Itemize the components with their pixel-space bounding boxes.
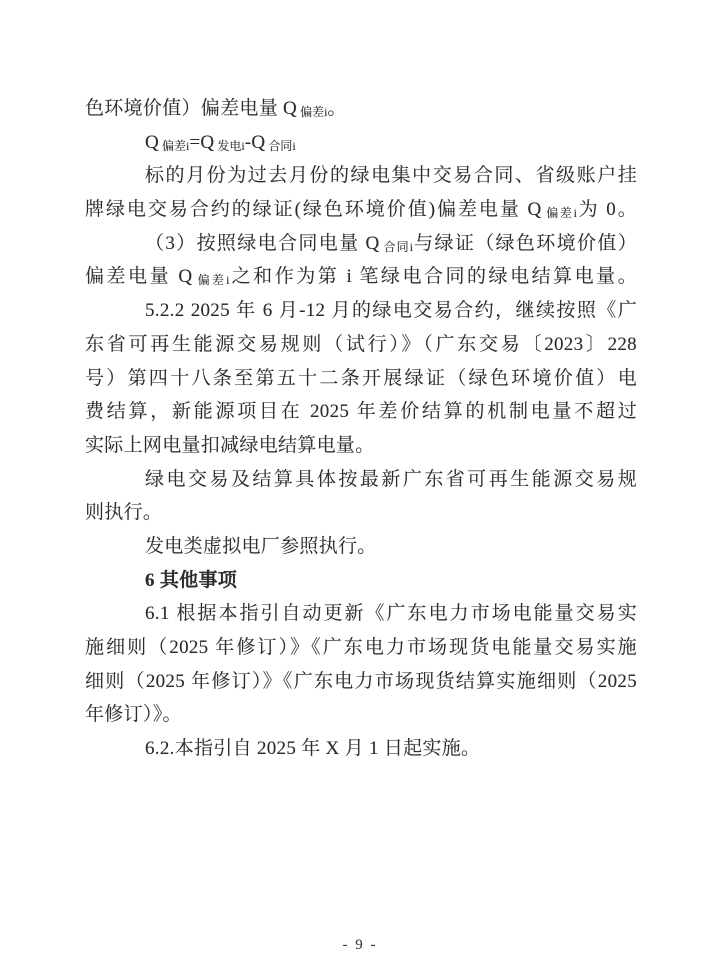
text-run: 东省可再生能源交易规则（试行）》（广东交易〔2023〕228 xyxy=(85,333,637,355)
subscript-text: 发电i xyxy=(214,138,245,153)
text-line xyxy=(85,159,637,193)
text-run: 牌绿电交易合约的绿证(绿色环境价值)偏差电量 Q xyxy=(85,199,542,221)
page-number: - 9 - xyxy=(342,937,378,953)
text-run: -Q xyxy=(244,131,266,153)
text-run: 细则（2025 年修订）》《广东电力市场现货结算实施细则（2025 xyxy=(85,670,637,692)
text-line xyxy=(85,294,637,328)
text-run: 。 xyxy=(327,98,347,119)
text-line xyxy=(85,328,637,362)
text-run: 施细则（2025 年修订）》《广东电力市场现货电能量交易实施 xyxy=(85,637,637,658)
subscript-text: 合同i xyxy=(379,239,414,254)
text-run: 实际上网电量扣减绿电结算电量。 xyxy=(85,434,375,456)
text-run: 绿电交易及结算具体按最新广东省可再生能源交易规 xyxy=(145,468,637,490)
text-line xyxy=(85,530,637,564)
text-line xyxy=(85,665,637,699)
text-run: 6 其他事项 xyxy=(145,569,238,591)
text-line xyxy=(85,260,637,294)
text-line xyxy=(85,193,637,227)
subscript-text: 偏差i xyxy=(159,138,190,153)
text-run: 与绿证（绿色环境价值） xyxy=(413,232,638,254)
text-line xyxy=(85,597,637,631)
text-line xyxy=(85,496,637,530)
text-run: 号）第四十八条至第五十二条开展绿证（绿色环境价值）电 xyxy=(85,367,637,389)
text-run: 偏差电量 Q xyxy=(85,266,193,288)
text-line xyxy=(85,227,637,261)
text-line xyxy=(85,631,637,665)
text-line xyxy=(85,92,637,126)
text-run: （3）按照绿电合同电量 Q xyxy=(145,232,380,254)
text-line xyxy=(85,732,637,766)
text-run: 色环境价值）偏差电量 Q xyxy=(85,98,298,119)
text-run: 6.1 根据本指引自动更新《广东电力市场电能量交易实 xyxy=(145,603,637,625)
text-run: 为 0。 xyxy=(576,199,638,221)
formula-line xyxy=(85,126,637,160)
text-run: 6.2.本指引自 2025 年 X 月 1 日起实施。 xyxy=(145,738,481,760)
subscript-text: 偏差i xyxy=(192,273,230,288)
section-heading xyxy=(85,564,637,598)
subscript-text: 合同i xyxy=(265,138,296,153)
text-run: Q xyxy=(145,131,160,153)
body-text xyxy=(85,92,637,766)
text-run: =Q xyxy=(189,131,215,153)
text-run: 5.2.2 2025 年 6 月-12 月的绿电交易合约，继续按照《广 xyxy=(145,300,637,322)
text-line xyxy=(85,362,637,396)
text-run: 则执行。 xyxy=(85,502,163,524)
text-run: 之和作为第 i 笔绿电合同的绿电结算电量。 xyxy=(229,266,637,288)
text-run: 发电类虚拟电厂参照执行。 xyxy=(145,535,377,557)
text-line xyxy=(85,429,637,463)
subscript-text: 偏差i xyxy=(541,206,577,221)
text-line xyxy=(85,698,637,732)
text-line xyxy=(85,463,637,497)
text-run: 年修订）》。 xyxy=(85,704,182,726)
subscript-text: 偏差i xyxy=(297,105,328,119)
text-run: 费结算，新能源项目在 2025 年差价结算的机制电量不超过 xyxy=(85,401,637,423)
text-line xyxy=(85,395,637,429)
text-run: 标的月份为过去月份的绿电集中交易合同、省级账户挂 xyxy=(145,165,637,187)
